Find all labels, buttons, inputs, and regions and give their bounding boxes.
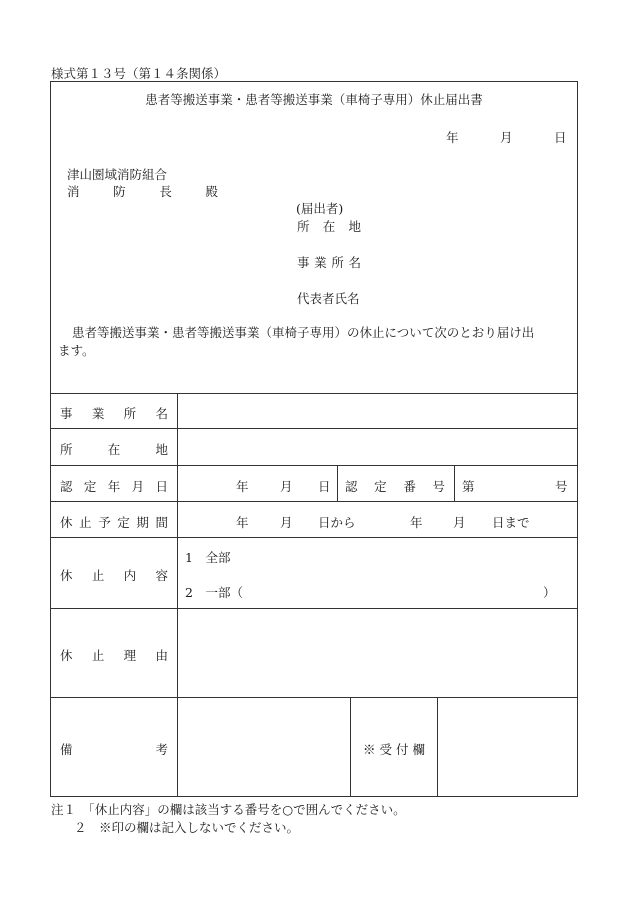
period-start-month: 月 bbox=[280, 515, 293, 530]
location-field[interactable] bbox=[178, 429, 577, 465]
notifier-office-label: 事 業 所 名 bbox=[297, 255, 361, 270]
cert-date-day: 日 bbox=[318, 479, 331, 494]
content-label: 休 止 内 容 bbox=[60, 568, 168, 583]
content-option-partial[interactable]: 2 一部（ bbox=[185, 585, 243, 600]
table-left-border bbox=[50, 81, 51, 797]
notifier-heading: (届出者) bbox=[296, 201, 344, 216]
table-top-border bbox=[50, 81, 578, 82]
cert-date-label: 認 定 年 月 日 bbox=[60, 479, 168, 494]
remarks-label: 備 考 bbox=[60, 742, 168, 757]
cert-number-suffix: 号 bbox=[555, 479, 568, 494]
note-2: ２ ※印の欄は記入しないでください。 bbox=[74, 820, 300, 835]
cert-number-label: 認 定 番 号 bbox=[345, 479, 445, 494]
office-name-field[interactable] bbox=[178, 394, 577, 428]
office-name-label: 事 業 所 名 bbox=[60, 406, 168, 421]
content-option-partial-close: ） bbox=[543, 585, 556, 600]
content-option-all[interactable]: 1 全部 bbox=[185, 550, 231, 565]
cert-divider bbox=[337, 465, 338, 501]
addressee-org: 津山圏域消防組合 bbox=[67, 167, 168, 182]
reception-label: ※ 受 付 欄 bbox=[363, 742, 425, 757]
remarks-field[interactable] bbox=[178, 698, 350, 796]
table-right-border bbox=[577, 81, 578, 797]
period-end-month: 月 bbox=[453, 515, 466, 530]
reason-label: 休 止 理 由 bbox=[60, 648, 168, 663]
period-start-year: 年 bbox=[236, 515, 249, 530]
note-1: 注１ 「休止内容」の欄は該当する番号を○で囲んでください。 bbox=[51, 802, 406, 817]
cert-date-field[interactable] bbox=[178, 466, 337, 501]
addressee-chief: 消 防 長 殿 bbox=[67, 184, 218, 199]
period-end-year: 年 bbox=[410, 515, 423, 530]
reason-field[interactable] bbox=[178, 609, 577, 697]
table-bottom-border bbox=[50, 796, 578, 797]
cert-date-year: 年 bbox=[236, 479, 249, 494]
period-start-day: 日から bbox=[318, 515, 356, 530]
cert-date-month: 月 bbox=[280, 479, 293, 494]
cert-number-prefix: 第 bbox=[462, 479, 475, 494]
date-day-field[interactable]: 日 bbox=[554, 130, 567, 145]
form-number-label: 様式第１３号（第１４条関係） bbox=[51, 66, 227, 81]
table-divider bbox=[50, 537, 578, 538]
period-label: 休 止 予 定 期 間 bbox=[60, 515, 168, 530]
date-month-field[interactable]: 月 bbox=[500, 130, 513, 145]
location-label: 所 在 地 bbox=[60, 442, 168, 457]
period-end-day: 日まで bbox=[492, 515, 530, 530]
statement-line-2: ます。 bbox=[58, 343, 95, 358]
statement-line-1: 患者等搬送事業・患者等搬送事業（車椅子専用）の休止について次のとおり届け出 bbox=[72, 325, 535, 340]
form-title: 患者等搬送事業・患者等搬送事業（車椅子専用）休止届出書 bbox=[145, 92, 483, 107]
notifier-representative-label: 代表者氏名 bbox=[297, 291, 360, 306]
notifier-address-label: 所 在 地 bbox=[297, 219, 361, 234]
reception-divider bbox=[437, 697, 438, 796]
date-year-field[interactable]: 年 bbox=[446, 130, 459, 145]
